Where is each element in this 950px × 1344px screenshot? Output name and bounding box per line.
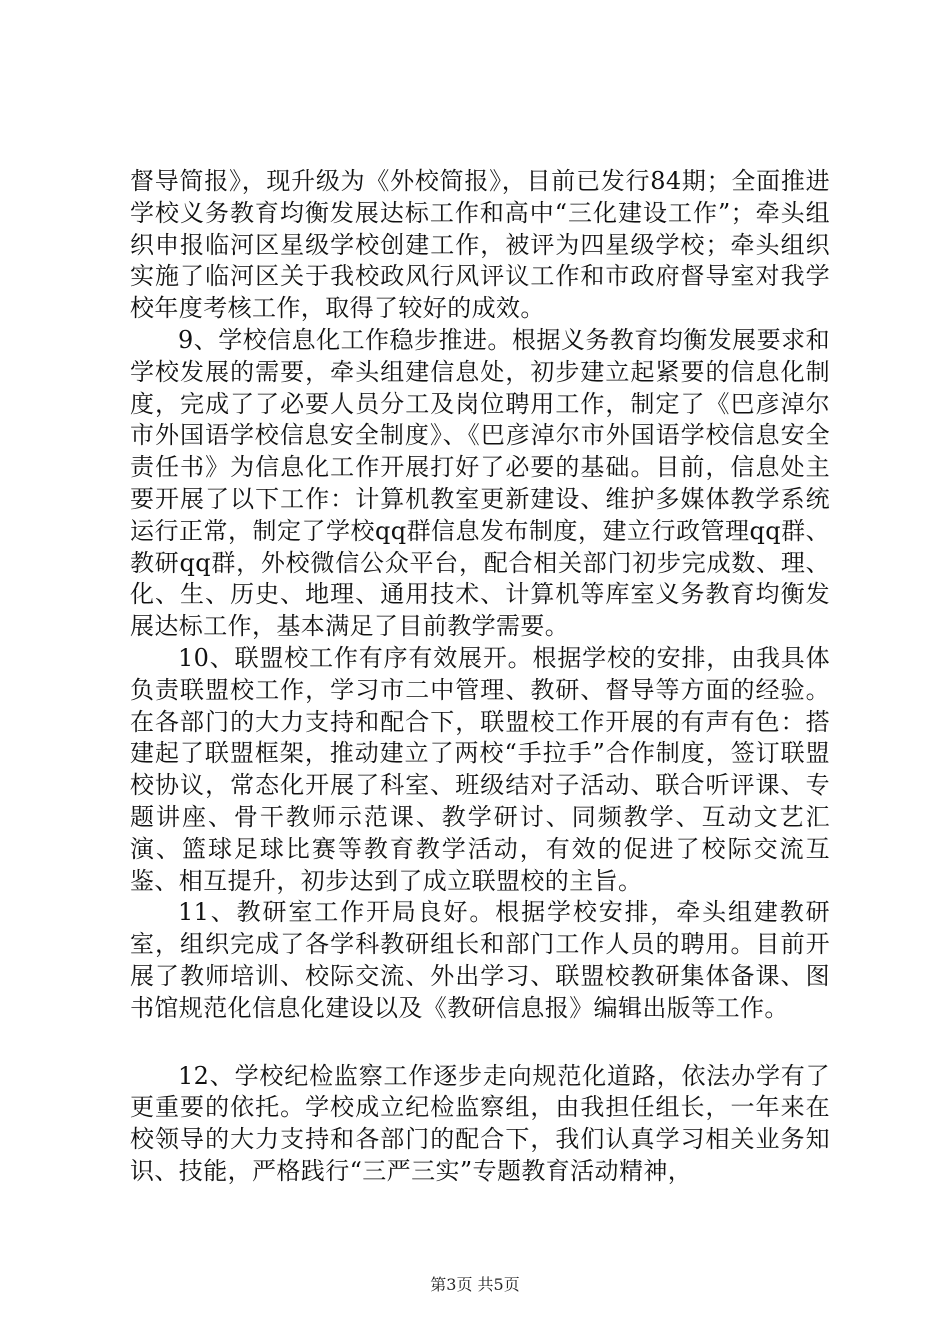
document-body [130,166,830,1188]
page-footer: 第3页 共5页 [430,1275,520,1294]
paragraph-continuation: 督导简报》，现升级为《外校简报》，目前已发行84期；全面推进学校义务教育均衡发展达标工作和高中“三化建设工作”；牵头组织申报临河区星级学校创建工作，被评为四星级学校；牵头组织实施了临河区关于我校政风行风评议工作和市政府督导室对我学校年度考核工作，取得了较好的成效。 [130,167,830,323]
paragraph-item-10: 10、联盟校工作有序有效展开。根据学校的安排，由我具体负责联盟校工作，学习市二中管理、教研、督导等方面的经验。在各部门的大力支持和配合下，联盟校工作开展的有声有色：搭建起了联盟框架，推动建立了两校“手拉手”合作制度，签订联盟校协议，常态化开展了科室、班级结对子活动、联合听评课、专题讲座、骨干教师示范课、教学研讨、同频教学、互动文艺汇演、篮球足球比赛等教育教学活动，有效的促进了校际交流互鉴、相互提升，初步达到了成立联盟校的主旨。 [130,643,830,895]
paragraph-item-12: 12、学校纪检监察工作逐步走向规范化道路，依法办学有了更重要的依托。学校成立纪检监察组，由我担任组长，一年来在校领导的大力支持和各部门的配合下，我们认真学习相关业务知识、技能，严格践行“三严三实”专题教育活动精神， [130,1061,830,1185]
paragraph-item-9: 9、学校信息化工作稳步推进。根据义务教育均衡发展要求和学校发展的需要，牵头组建信息处，初步建立起紧要的信息化制度，完成了了必要人员分工及岗位聘用工作，制定了《巴彦淖尔市外国语学校信息安全制度》、《巴彦淖尔市外国语学校信息安全责任书》为信息化工作开展打好了必要的基础。目前，信息处主要开展了以下工作：计算机教室更新建设、维护多媒体教学系统运行正常，制定了学校qq群信息发布制度，建立行政管理qq群、教研qq群，外校微信公众平台，配合相关部门初步完成数、理、化、生、历史、地理、通用技术、计算机等库室义务教育均衡发展达标工作，基本满足了目前教学需要。 [130,325,830,641]
paragraph-item-11: 11、教研室工作开局良好。根据学校安排，牵头组建教研室，组织完成了各学科教研组长和部门工作人员的聘用。目前开展了教师培训、校际交流、外出学习、联盟校教研集体备课、图书馆规范化信息化建设以及《教研信息报》编辑出版等工作。 [130,898,830,1022]
